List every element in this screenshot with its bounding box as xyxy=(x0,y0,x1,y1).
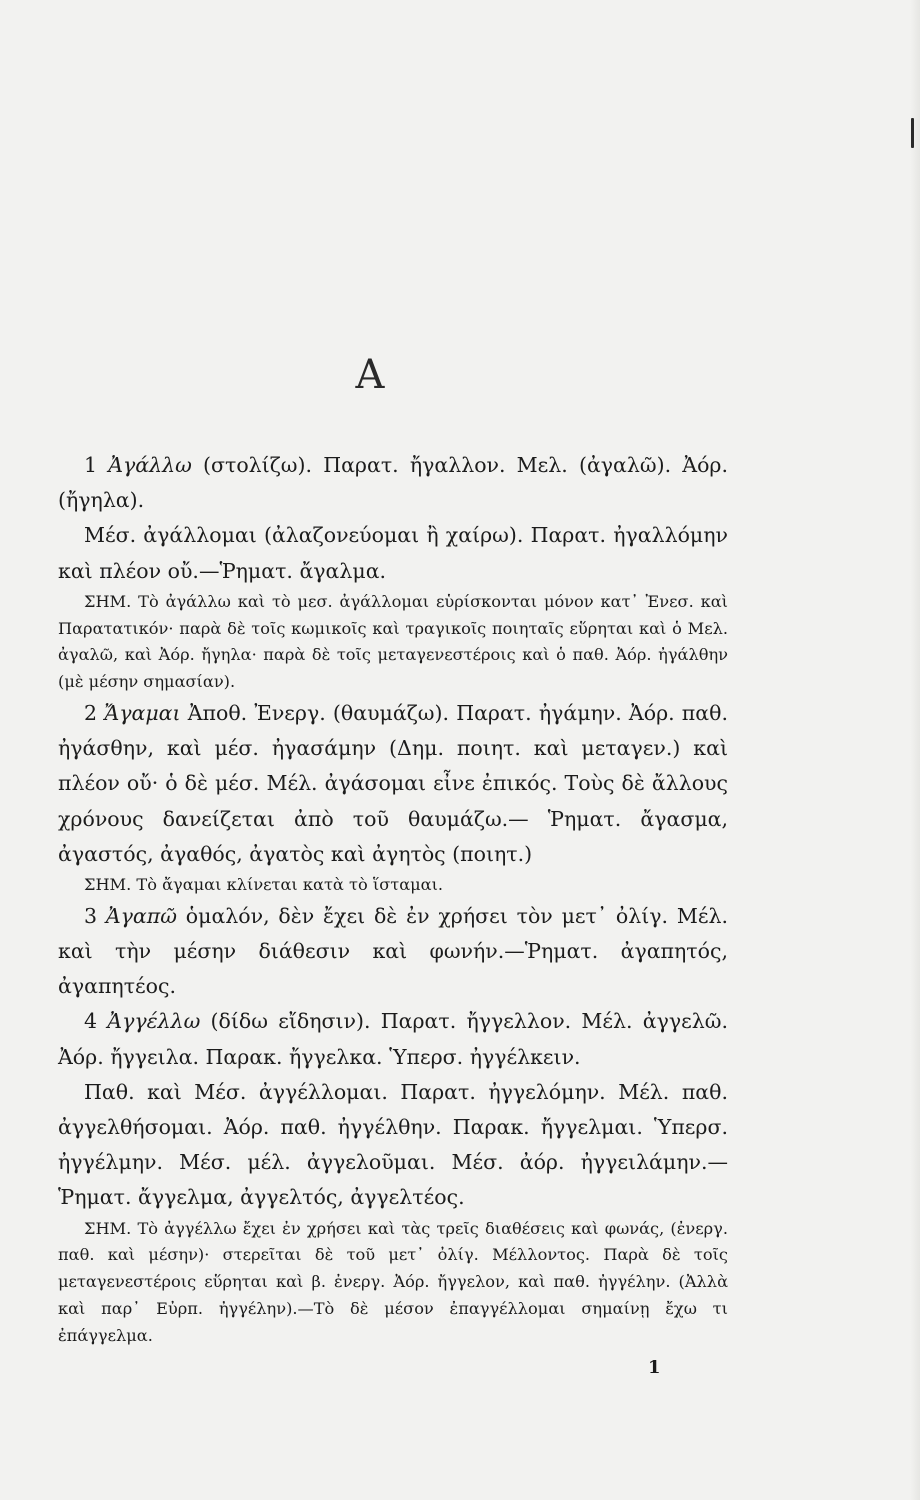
page-edge xyxy=(910,0,920,1500)
main-text xyxy=(58,448,728,1350)
entry-number: 2 xyxy=(84,701,98,725)
entry-2 xyxy=(58,696,728,872)
entry-text: (στολίζω). Παρατ. ἤγαλλον. Μελ. (ἀγαλῶ). Ἀόρ. (ἤγηλα). xyxy=(58,453,728,513)
entry-4-passive-middle: Παθ. καὶ Μέσ. ἀγγέλλομαι. Παρατ. ἠγγελόμην. Μέλ. παθ. ἀγγελθήσομαι. Ἀόρ. παθ. ἠγγέλθην. Παρακ. ἤγγελμαι. Ὑπερσ. ἠγγέλμην. Μέσ. μέλ. ἀγγελοῦμαι. Μέσ. ἀόρ. ἠγγειλάμην.— Ῥηματ. ἄγγελμα, ἀγγελτός, ἀγγελτέος. xyxy=(58,1079,728,1210)
entry-1 xyxy=(58,448,728,518)
entry-4-note: ΣΗΜ. Τὸ ἀγγέλλω ἔχει ἐν χρήσει καὶ τὰς τρεῖς διαθέσεις καὶ φωνάς, (ἐνεργ. παθ. καὶ μέσην)· στερεῖται δὲ τοῦ μετ᾽ ὀλίγ. Μέλλοντος. Παρὰ δὲ τοῖς μεταγενεστέροις εὕρηται καὶ β. ἐνεργ. Ἀόρ. ἤγγελον, καὶ παθ. ἠγγέλην. (Ἀλλὰ καὶ παρ᾽ Εὐρπ. ἠγγέλην).—Τὸ δὲ μέσον ἐπαγγέλλομαι σημαίνῃ ἔχω τι ἐπάγγελμα. xyxy=(58,1218,728,1345)
entry-number: 3 xyxy=(84,903,98,928)
entry-text: Ἀποθ. Ἐνεργ. (θαυμάζω). Παρατ. ἠγάμην. Ἀόρ. παθ. ἠγάσθην, καὶ μέσ. ἠγασάμην (Δημ. ποιητ. καὶ μεταγεν.) καὶ πλέον οὔ· ὁ δὲ μέσ. Μέλ. ἀγάσομαι εἶνε ἐπικός. Τοὺς δὲ ἄλλους χρόνους δανείζεται ἀπὸ τοῦ θαυμάζω.— Ῥηματ. ἄγασμα, ἀγαστός, ἀγαθός, ἀγατὸς καὶ ἀγητὸς (ποιητ.) xyxy=(58,701,728,866)
entry-text: (δίδω εἴδησιν). Παρατ. ἤγγελλον. Μέλ. ἀγγελῶ. Ἀόρ. ἤγγειλα. Παρακ. ἤγγελκα. Ὑπερσ. ἠγγέλκειν. xyxy=(58,1009,728,1069)
entry-number: 1 xyxy=(84,453,98,477)
margin-mark xyxy=(911,118,914,148)
entry-lemma: Ἀγάλλω xyxy=(108,453,192,477)
entry-text: ὁμαλόν, δὲν ἔχει δὲ ἐν χρήσει τὸν μετ᾽ ὀλίγ. Μέλ. καὶ τὴν μέσην διάθεσιν καὶ φωνήν.—Ῥηματ. ἀγαπητός, ἀγαπητέος. xyxy=(58,903,728,999)
entry-lemma: Ἄγαμαι xyxy=(104,701,181,725)
entry-2-note: ΣΗΜ. Τὸ ἄγαμαι κλίνεται κατὰ τὸ ἵσταμαι. xyxy=(84,875,444,895)
section-heading-letter: Α xyxy=(355,352,385,398)
entry-3 xyxy=(58,899,728,1005)
signature-mark: 1 xyxy=(648,1357,661,1378)
entry-1-note: ΣΗΜ. Τὸ ἀγάλλω καὶ τὸ μεσ. ἀγάλλομαι εὑρίσκονται μόνον κατ᾽ Ἐνεσ. καὶ Παρατατικόν· παρὰ δὲ τοῖς κωμικοῖς καὶ τραγικοῖς ποιηταῖς εὕρηται καὶ ὁ Μελ. ἀγαλῶ, καὶ Ἀόρ. ἤγηλα· παρὰ δὲ τοῖς μεταγενεστέροις καὶ ὁ παθ. Ἀόρ. ἠγάλθην (μὲ μέσην σημασίαν). xyxy=(58,591,728,692)
entry-lemma: Ἀγγέλλω xyxy=(107,1009,201,1034)
entry-lemma: Ἀγαπῶ xyxy=(105,903,177,928)
entry-1-middle-voice: Μέσ. ἀγάλλομαι (ἀλαζονεύομαι ἢ χαίρω). Παρατ. ἠγαλλόμην καὶ πλέον οὔ.—Ῥηματ. ἄγαλμα. xyxy=(58,523,728,583)
entry-number: 4 xyxy=(84,1009,98,1034)
entry-4 xyxy=(58,1004,728,1074)
